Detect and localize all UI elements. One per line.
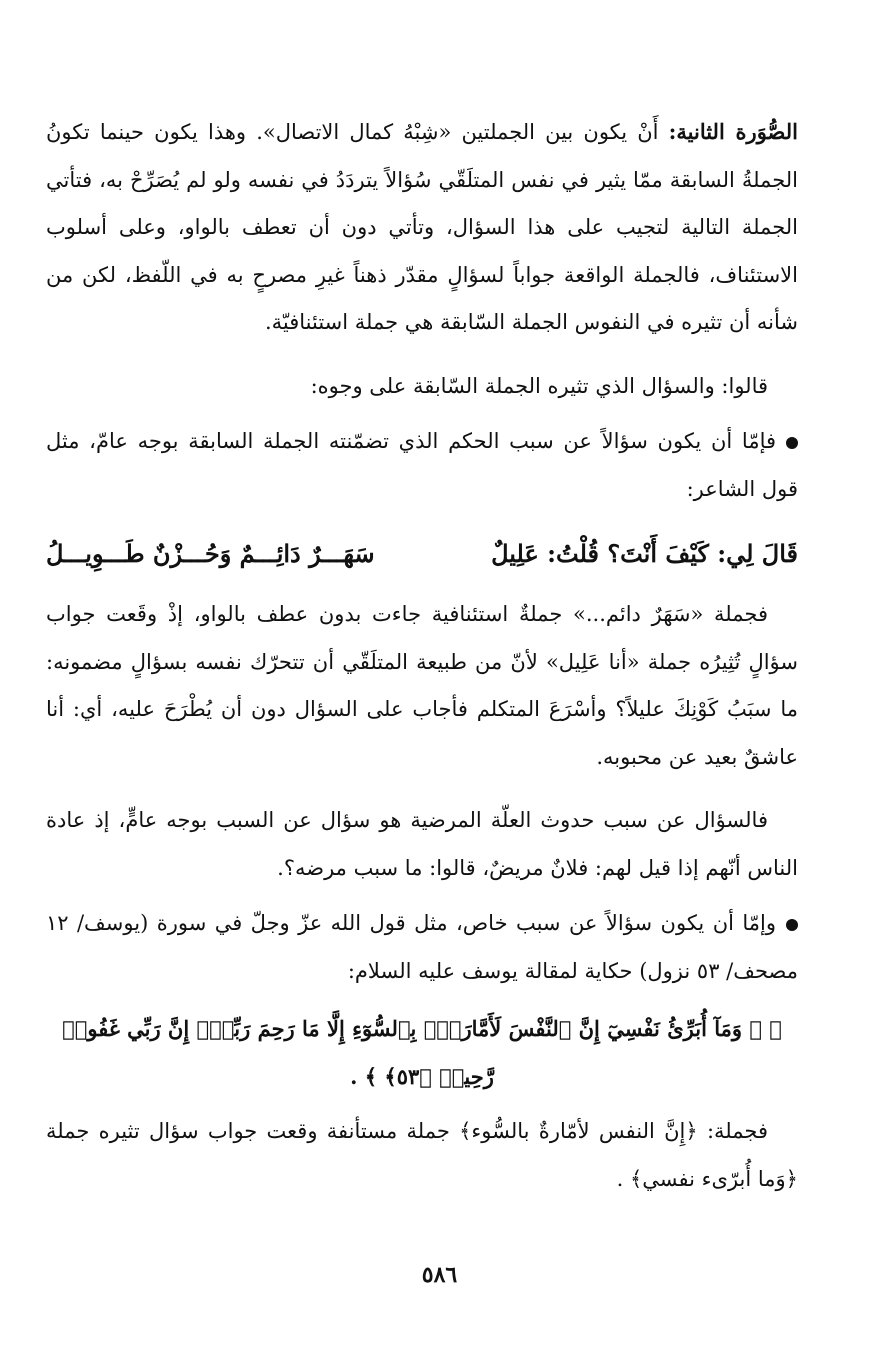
closing-paragraph: فجملة: ﴿إِنَّ النفس لأمّارةٌ بالسُّوء﴾ جملة مستأنفة وقعت جواب سؤال تثيره جملة ﴿وَما أُبرّىء نفسي﴾ . [46,1119,798,1191]
poem-explanation: فجملة «سَهَرٌ دائم...» جملةٌ استئنافية جاءت بدون عطف بالواو، إذْ وقَعت جواب سؤالٍ تُثِيرُه جملة «أنا عَلِيل» لأنّ من طبيعة المتلَقّي أن تتحرّك نفسه بسؤالٍ مضمونه: ما سبَبُ كَوْنِكَ عليلاً؟ وأسْرَعَ المتكلم فأجاب على السؤال دون أن يُطْرَحَ عليه، أي: أنا عاشقٌ بعيد عن محبوبه. [46,602,798,769]
intro-paragraph [46,108,798,347]
bullet-icon [786,919,798,931]
bullet-text: فإمّا أن يكون سؤالاً عن سبب الحكم الذي تضمّنته الجملة السابقة بوجه عامّ، مثل قول الشاعر: [46,429,798,501]
poem-left-hemistich: سَهَـــرٌ دَائِـــمٌ وَحُـــزْنٌ طَـــوِيـــلُ [46,539,375,568]
page-body [46,108,798,1203]
quran-verse: ﴿ ۞ وَمَآ أُبَرِّئُ نَفْسِيٓ إِنَّ ٱلنَّفْسَ لَأَمَّارَةُۢ بِٱلسُّوٓءِ إِلَّا مَا رَحِمَ رَبِّيٓۚ إِنَّ رَبِّي غَفُورٞ رَّحِيمٞ ﴿٥٣﴾ ﴾ . [62,1016,782,1089]
bullet-item-general-cause [46,418,798,513]
page-number: ٥٨٦ [421,1262,458,1288]
section-term: الصُّوَرة الثانية: [668,119,798,144]
poem-right-hemistich: قَالَ لِي: كَيْفَ أَنْتَ؟ قُلْتُ: عَلِيلٌ [491,539,798,568]
bullet-item-specific-cause [46,900,798,995]
poem-verse [46,529,798,579]
said-intro: قالوا: والسؤال الذي تثيره الجملة السّابقة على وجوه: [310,373,768,398]
intro-text: أَنْ يكون بين الجملتين «شِبْهُ كمال الاتصال». وهذا يكون حينما تكونُ الجملةُ السابقة ممّا يثير في نفس المتلَقّي سُؤالاً يتردَدُ في نفسه ولو لم يُصَرِّحْ به، فتأتي الجملة التالية لتجيب على هذا السؤال، وتأتي دون أن تعطف بالواو، وعلى أسلوب الاستئناف، فالجملة الواقعة جواباً لسؤالٍ مقدّر ذهناً غيرِ مصرحٍ به في اللّفظ، لكن من شأنه أن تثيره في النفوس الجملة السّابقة هي جملة استئنافيّة. [46,120,798,334]
cause-paragraph: فالسؤال عن سبب حدوث العلّة المرضية هو سؤال عن السبب بوجه عامٍّ، إذ عادة الناس أنّهم إذا قيل لهم: فلانٌ مريضٌ، قالوا: ما سبب مرضه؟. [46,808,798,880]
bullet-icon [786,437,798,449]
bullet-text: وإمّا أن يكون سؤالاً عن سبب خاص، مثل قول الله عزّ وجلّ في سورة (يوسف/ ١٢ مصحف/ ٥٣ نزول) حكاية لمقالة يوسف عليه السلام: [46,911,798,983]
